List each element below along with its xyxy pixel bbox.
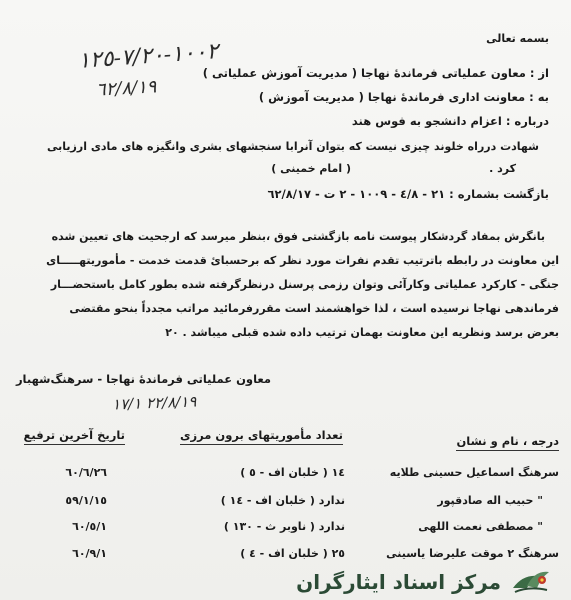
row-3-date: ٦٠/٥/١ (72, 520, 107, 533)
signature-title: معاون عملیاتی فرماندهٔ نهاجا - سرهنگ‌شهبار (15, 372, 271, 386)
handwritten-letter-number: ١٠٠٢-٧/٢٠-١٢٥ (77, 39, 220, 74)
handwritten-signature: ۱۷/۱ ۲۲/۸/۱۹ (111, 392, 197, 414)
row-1-name: سرهنگ اسماعیل حسینی طلایه (389, 466, 559, 479)
subject-line: درباره : اعزام دانشجو به فوس هند (351, 114, 549, 128)
reference-number: بازگشت بشماره : ٢١ - ٤/٨ - ١٠٠٩ - ٢ ت - ٦٢/٨/١٧ (267, 187, 549, 201)
row-4-missions: ٢٥ ( خلبان اف - ٤ ) (240, 547, 345, 560)
row-1-missions: ١٤ ( خلبان اف - ٥ ) (240, 466, 345, 479)
column-header-name: درجه ، نام و نشان (456, 434, 559, 451)
archive-logo-bar (0, 562, 571, 600)
row-3-name: " مصطفی نعمت اللهی (418, 520, 543, 533)
row-4-date: ٦٠/٩/١ (72, 547, 107, 560)
body-line-1: بانگرش بمفاد گردشکار پیوست نامه بازگشتی فوق ،بنظر میرسد که ارجحیت های تعیین شده (51, 230, 545, 243)
to-line: به : معاونت اداری فرماندهٔ نهاجا ( مدیریت آموزش ) (258, 90, 549, 104)
column-header-date: تاریخ آخرین ترفیع (24, 428, 125, 445)
row-2-date: ٥٩/١/١٥ (65, 494, 107, 507)
basmala: بسمه تعالی (486, 32, 549, 45)
handwritten-letter-date: ٦٢/٨/١٩ (95, 76, 157, 101)
column-header-missions: تعداد مأموریتهای برون مرزی (180, 428, 343, 445)
body-line-4: فرماندهی نهاجا نرسیده است ، لذا خواهشمند است مقررفرمائید مراتب مجدداً بنحو مقتضی (69, 302, 559, 315)
quote-line-1: شهادت درراه خلوند چیزی نیست که بتوان آنرابا سنجشهای بشری وانگیزه های مادی ارزیابی (47, 140, 539, 153)
row-2-name: " حبیب اله صادقپور (437, 494, 543, 507)
quote-attribution: ( امام خمینی ) (271, 162, 351, 175)
from-line: از : معاون عملیاتی فرماندهٔ نهاجا ( مدیریت آموزش عملیاتی ) (202, 66, 549, 80)
body-line-3: جنگی - کارکرد عملیاتی وکارآئی وتوان رزمی پرسنل درنظرگرفته شده بطور کامل باستحضـــار (50, 278, 559, 291)
archive-logo-text: مرکز اسناد ایثارگران (296, 570, 501, 594)
row-4-name: سرهنگ ٢ موقت علیرضا یاسینی (386, 547, 559, 560)
body-line-2: این معاونت در رابطه باترتیب تقدم نفرات مورد نظر که برحسبائ قدمت خدمت - مأموریتهـــــای (46, 254, 559, 267)
row-2-missions: ندارد ( خلبان اف - ١٤ ) (220, 494, 345, 507)
row-1-date: ٦٠/٦/٢٦ (65, 466, 107, 479)
body-line-5: بعرض برسد ونظریه این معاونت بهمان ترتیب داده شده قبلی میباشد . ٢٠ (165, 326, 559, 339)
quote-line-2: کرد . (489, 162, 516, 175)
row-3-missions: ندارد ( ناوبر ث - ١٣٠ ) (223, 520, 345, 533)
flower-emblem-icon (509, 566, 553, 596)
